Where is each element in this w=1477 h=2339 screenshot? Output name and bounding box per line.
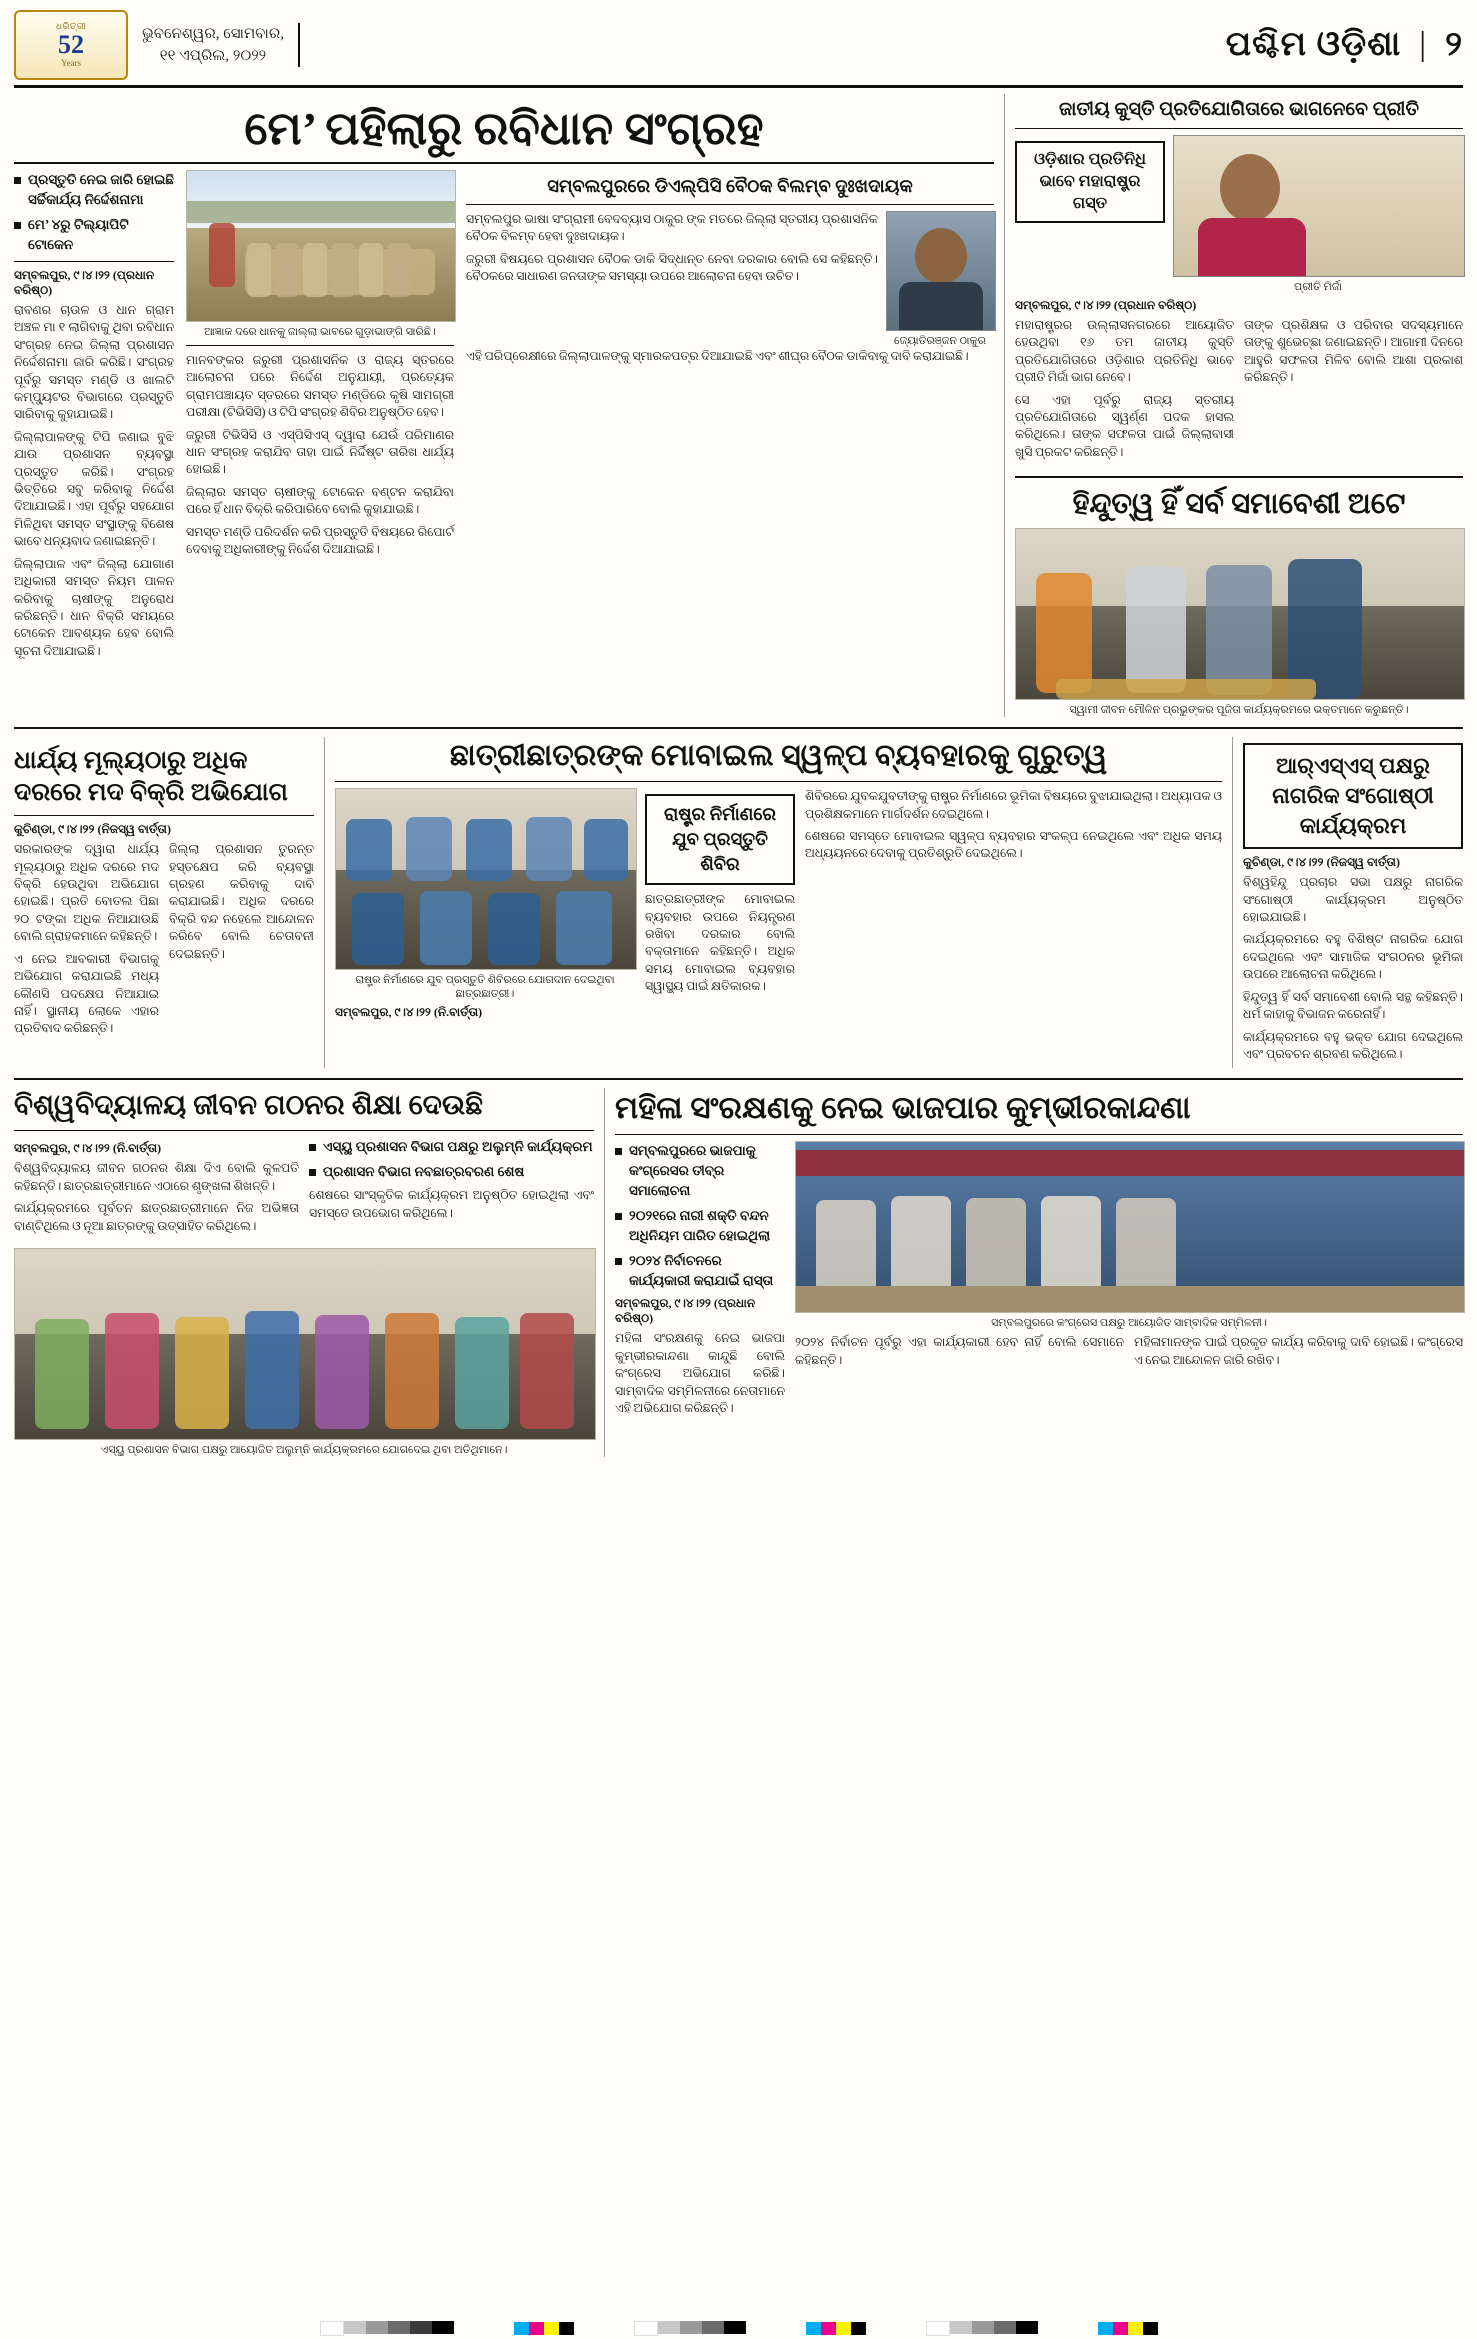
top-block	[14, 94, 1463, 717]
story7-byline: କୁଚିଣ୍ଡା, ୯।୪।୨୨ (ନିଜସ୍ୱ ବାର୍ତ୍ତା)	[1243, 855, 1400, 870]
story6-photo-caption: ରାଷ୍ଟ୍ର ନିର୍ମାଣରେ ଯୁବ ପ୍ରସ୍ତୁତି ଶିବିରରେ ଯୋଗଦାନ ଦେଇଥିବା ଛାତ୍ରଛାତ୍ରୀ।	[355, 974, 615, 1001]
paragraph: କାର୍ଯ୍ୟକ୍ରମରେ ପୂର୍ବତନ ଛାତ୍ରଛାତ୍ରୀମାନେ ନିଜ ଅଭିଜ୍ଞତା ବାଣ୍ଟିଥିଲେ ଓ ନୂଆ ଛାତ୍ରଙ୍କୁ ଉତ୍ସାହିତ କରିଥିଲେ।	[14, 1201, 299, 1233]
lead-body-a	[14, 302, 174, 660]
story6-photo-wrap	[335, 788, 635, 1024]
lead-col-1	[14, 170, 174, 665]
story6-byline: ସମ୍ବଲପୁର, ୯।୪।୨୨ (ନି.ବାର୍ତ୍ତା)	[335, 1005, 483, 1020]
paragraph: କାର୍ଯ୍ୟକ୍ରମରେ ବହୁ ବିଶିଷ୍ଟ ନାଗରିକ ଯୋଗ ଦେଇଥିଲେ ଏବଂ ସାମାଜିକ ସଂଗଠନର ଭୂମିକା ଉପରେ ଆଲୋଚନା କରିଥିଲେ।	[1243, 932, 1463, 982]
paragraph: ମାନବଙ୍କର ଜରୁରୀ ପ୍ରଶାସନିକ ଓ ରାଜ୍ୟ ସ୍ତରରେ ଆଲୋଚନା ପରେ ନିର୍ଦ୍ଦେଶ ଅନୁଯାୟୀ, ପ୍ରତ୍ୟେକ ଗ୍ରାମପଞ୍ଚାୟତ ସ୍ତରରେ ସମସ୍ତ ମଣ୍ଡିରେ କୃଷି ସାମଗ୍ରୀ ପରୀକ୍ଷା (ଟିଭିସିସି) ଓ ଟିପି ସଂଗ୍ରହ ଶିବିର ଅନୁଷ୍ଠିତ ହେବ।	[186, 353, 454, 420]
story8-body-1	[14, 1160, 299, 1235]
lead-body-b	[186, 352, 454, 558]
lead-bullet-list	[14, 170, 174, 255]
newspaper-logo	[14, 10, 128, 80]
story9-bullet-list	[615, 1141, 785, 1291]
story7-boxhead-line2: ନାଗରିକ ସଂଗୋଷ୍ଠୀ	[1272, 783, 1434, 809]
story9-body-3	[1134, 1334, 1463, 1374]
logo-top-text: ଧରିତ୍ରୀ	[55, 21, 87, 31]
story8-region	[14, 1088, 594, 1457]
paragraph: ବିଶ୍ୱବିଦ୍ୟାଳୟ ଜୀବନ ଗଠନର ଶିକ୍ଷା ଦିଏ ବୋଲି କୁଳପତି କହିଛନ୍ତି। ଛାତ୍ରଛାତ୍ରୀମାନେ ଏଠାରେ ଶୃଙ୍ଖଳା ଶିଖନ୍ତି।	[14, 1161, 299, 1193]
story7-boxhead-line3: କାର୍ଯ୍ୟକ୍ରମ	[1299, 813, 1407, 839]
paragraph: ସରକାରଙ୍କ ଦ୍ୱାରା ଧାର୍ଯ୍ୟ ମୂଲ୍ୟଠାରୁ ଅଧିକ ଦରରେ ମଦ ବିକ୍ରି ହେଉଥିବା ଅଭିଯୋଗ ହୋଇଛି। ପ୍ରତି ବୋତଲ ପିଛା ୨୦ ଟଙ୍କା ଅଧିକ ନିଆଯାଉଛି ବୋଲି ଗ୍ରାହକମାନେ କହିଛନ୍ତି।	[14, 842, 159, 944]
masthead-dateline	[142, 23, 300, 67]
paragraph: ମହିଳାମାନଙ୍କ ପାଇଁ ପ୍ରକୃତ କାର୍ଯ୍ୟ କରିବାକୁ ଦାବି ହୋଇଛି। କଂଗ୍ରେସ ଏ ନେଇ ଆନ୍ଦୋଳନ ଜାରି ରଖିବ।	[1134, 1335, 1463, 1367]
story7-body	[1243, 874, 1463, 1063]
paragraph: ମହିଳା ସଂରକ୍ଷଣକୁ ନେଇ ଭାଜପା କୁମ୍ଭୀରକାନ୍ଦଣା କାନ୍ଦୁଛି ବୋଲି କଂଗ୍ରେସ ଅଭିଯୋଗ କରିଛି। ସାମ୍ବାଦିକ ସମ୍ମିଳନୀରେ ନେତାମାନେ ଏହି ଅଭିଯୋଗ କରିଛନ୍ତି।	[615, 1331, 785, 1415]
paragraph: ଶିବିରରେ ଯୁବକଯୁବତୀଙ୍କୁ ରାଷ୍ଟ୍ର ନିର୍ମାଣରେ ଭୂମିକା ବିଷୟରେ ବୁଝାଯାଇଥିଲା। ଅଧ୍ୟାପକ ଓ ପ୍ରଶିକ୍ଷକମାନେ ମାର୍ଗଦର୍ଶନ ଦେଇଥିଲେ।	[805, 789, 1222, 821]
paragraph: ମହାରାଷ୍ଟ୍ରର ଉଲ୍ଲାସନଗରରେ ଆୟୋଜିତ ହେଉଥିବା ୧୬ ତମ ଜାତୀୟ କୁସ୍ତି ପ୍ରତିଯୋଗିତାରେ ଓଡ଼ିଶାର ପ୍ରତିନିଧି ଭାବେ ପ୍ରୀତି ମିର୍ଜା ଭାଗ ନେବେ।	[1015, 318, 1234, 385]
story9-bullets-wrap	[615, 1141, 785, 1422]
cmyk-swatches-center-right	[806, 2322, 866, 2335]
grey-ramp-right	[926, 2321, 1038, 2336]
story3-body-1	[1015, 317, 1234, 466]
story6-headline: ଛାତ୍ରୀଛାତ୍ରଙ୍କ ମୋବାଇଲ ସ୍ୱଳ୍ପ ବ୍ୟବହାରକୁ ଗୁରୁତ୍ୱ	[449, 739, 1108, 773]
story7-boxhead	[1243, 743, 1463, 849]
paragraph: ସମ୍ବଲପୁର ଭାଷା ସଂଗ୍ରାମୀ ବେଦବ୍ୟାସ ଠାକୁର ଙ୍କ ମତରେ ଜିଲ୍ଲା ସ୍ତରୀୟ ପ୍ରଶାସନିକ ବୈଠକ ବିଳମ୍ବ ହେବା ଦୁଃଖଦାୟକ।	[466, 212, 878, 244]
lead-byline: ସମ୍ବଲପୁର, ୯।୪।୨୨ (ପ୍ରଧାନ ବରିଷ୍ଠ)	[14, 268, 155, 297]
paragraph: କାର୍ଯ୍ୟକ୍ରମରେ ବହୁ ଭକ୍ତ ଯୋଗ ଦେଇଥିଲେ ଏବଂ ପ୍ରବଚନ ଶ୍ରବଣ କରିଥିଲେ।	[1243, 1029, 1463, 1061]
paragraph: ସମସ୍ତ ମଣ୍ଡି ପରିଦର୍ଶନ କରି ପ୍ରସ୍ତୁତି ବିଷୟରେ ରିପୋର୍ଟ ଦେବାକୁ ଅଧିକାରୀଙ୍କୁ ନିର୍ଦ୍ଦେଶ ଦିଆଯାଇଛି।	[186, 524, 454, 557]
story6-boxhead: ରାଷ୍ଟ୍ର ନିର୍ମାଣରେ ଯୁବ ପ୍ରସ୍ତୁତି ଶିବିର	[645, 794, 795, 885]
masthead-section	[1226, 26, 1463, 64]
story6-boxhead-wrap	[645, 788, 795, 1024]
paragraph: ସେ ଏହା ପୂର୍ବରୁ ରାଜ୍ୟ ସ୍ତରୀୟ ପ୍ରତିଯୋଗିତାରେ ସ୍ୱର୍ଣ୍ଣ ପଦକ ହାସଲ କରିଥିଲେ। ତାଙ୍କ ସଫଳତା ପାଇଁ ଜିଲ୍ଲାବାସୀ ଖୁସି ପ୍ରକଟ କରିଛନ୍ତି।	[1015, 392, 1234, 459]
paragraph: ବିଶ୍ୱହିନ୍ଦୁ ପ୍ରଚାର ସଭା ପକ୍ଷରୁ ନାଗରିକ ସଂଗୋଷ୍ଠୀ କାର୍ଯ୍ୟକ୍ରମ ଅନୁଷ୍ଠିତ ହୋଇଯାଇଛି।	[1243, 875, 1463, 925]
story5-headline: ଧାର୍ଯ୍ୟ ମୂଲ୍ୟଠାରୁ ଅଧିକ ଦରରେ ମଦ ବିକ୍ରି ଅଭିଯୋଗ	[14, 747, 288, 807]
story2-portrait-wrap	[886, 211, 994, 348]
masthead	[14, 10, 1463, 88]
story9-photo-caption: ସମ୍ବଲପୁରରେ କଂଗ୍ରେସ ପକ୍ଷରୁ ଆୟୋଜିତ ସାମ୍ବାଦିକ ସମ୍ମିଳନୀ।	[991, 1317, 1267, 1330]
paragraph: ତାଙ୍କ ପ୍ରଶିକ୍ଷକ ଓ ପରିବାର ସଦସ୍ୟମାନେ ତାଙ୍କୁ ଶୁଭେଚ୍ଛା ଜଣାଇଛନ୍ତି। ଆଗାମୀ ଦିନରେ ଆହୁରି ସଫଳତା ମିଳିବ ବୋଲି ଆଶା ପ୍ରକାଶ କରିଛନ୍ତି।	[1244, 318, 1463, 385]
masthead-date: ୧୧ ଏପ୍ରିଲ, ୨୦୨୨	[159, 47, 267, 64]
section-separator: |	[1419, 25, 1428, 63]
story9-photo-press	[795, 1141, 1465, 1313]
bottom-block	[14, 1088, 1463, 1457]
grey-ramp-left	[320, 2321, 454, 2336]
story4-headline: ହିନ୍ଦୁତ୍ୱ ହିଁ ସର୍ବ ସମାବେଶୀ ଅଟେ	[1072, 488, 1406, 521]
story2-portrait-caption: ଜ୍ୟୋତିରଞ୍ଜନ ଠାକୁର	[894, 335, 986, 347]
story8-photo-caption: ଏସ୍‌ୟୁ ପ୍ରଶାସନ ବିଭାଗ ପକ୍ଷରୁ ଆୟୋଜିତ ଅଲୁମ୍ନି କାର୍ଯ୍ୟକ୍ରମରେ ଯୋଗଦେଇ ଥିବା ଅତିଥିମାନେ।	[100, 1443, 508, 1456]
logo-years-label: Years	[60, 58, 82, 68]
paragraph: ଏ ନେଇ ଆବକାରୀ ବିଭାଗକୁ ଅଭିଯୋଗ କରାଯାଇଛି ମଧ୍ୟ କୌଣସି ପଦକ୍ଷେପ ନିଆଯାଇ ନାହିଁ। ସ୍ଥାନୀୟ ଲୋକେ ଏହାର ପ୍ରତିବାଦ କରିଛନ୍ତି।	[14, 951, 159, 1036]
list-item: ଏସ୍‌ୟୁ ପ୍ରଶାସନ ବିଭାଗ ପକ୍ଷରୁ ଅଲୁମ୍ନି କାର୍ଯ୍ୟକ୍ରମ	[309, 1137, 594, 1157]
paragraph: ଜିଲ୍ଲାପାଳ ଏବଂ ଜିଲ୍ଲା ଯୋଗାଣ ଅଧିକାରୀ ସମସ୍ତ ନିୟମ ପାଳନ କରିବାକୁ ଚାଷୀଙ୍କୁ ଅନୁରୋଧ କରିଛନ୍ତି। ଧାନ ବିକ୍ରି ସମୟରେ ଟୋକେନ ଆବଶ୍ୟକ ହେବ ବୋଲି ସୂଚନା ଦିଆଯାଇଛି।	[14, 556, 174, 658]
story5-body-1	[14, 841, 159, 1042]
story7-region	[1232, 737, 1463, 1068]
paragraph: ଜିଲ୍ଲାର ସମସ୍ତ ଚାଷୀଙ୍କୁ ଟୋକେନ ବଣ୍ଟନ କରାଯିବା ପରେ ହିଁ ଧାନ ବିକ୍ରି କରିପାରିବେ ବୋଲି କୁହାଯାଇଛି।	[186, 484, 454, 517]
list-item: ୨୦୨୪ ନିର୍ବାଚନରେ କାର୍ଯ୍ୟକାରୀ କରାଯାଇଁ ରାସ୍ତା	[615, 1251, 785, 1291]
list-item: ପ୍ରସ୍ତୁତି ନେଇ ଜାରି ହୋଇଛି ସର୍ଚ୍ଚିକାର୍ଯ୍ୟ ନିର୍ଦ୍ଦେଶନାମା	[14, 170, 174, 210]
paragraph: ହିନ୍ଦୁତ୍ୱ ହିଁ ସର୍ବ ସମାବେଶୀ ବୋଲି ସନ୍ଥ କହିଛନ୍ତି। ଧର୍ମ କାହାକୁ ବିଭାଜନ କରେନାହିଁ।	[1243, 989, 1463, 1022]
story9-body-2	[795, 1334, 1124, 1374]
story8-col1	[14, 1137, 299, 1240]
cmyk-swatches-far-right	[1098, 2322, 1158, 2335]
list-item: ମେ’ ୪ରୁ ଟିଲ୍ୟାପିଟି ଟୋକେନ	[14, 215, 174, 255]
story3-region	[1004, 94, 1463, 717]
list-item: ୨୦୨୧ରେ ନାରୀ ଶକ୍ତି ବନ୍ଦନ ଅଧିନିୟମ ପାରିତ ହୋଇଥିଲା	[615, 1206, 785, 1246]
story3-body-2	[1244, 317, 1463, 466]
story2-body	[466, 211, 878, 348]
story6-body-2	[805, 788, 1222, 1024]
paragraph: ଛାତ୍ରଛାତ୍ରୀଙ୍କ ମୋବାଇଲ ବ୍ୟବହାର ଉପରେ ନିୟନ୍ତ୍ରଣ ରଖିବା ଦରକାର ବୋଲି ବକ୍ତାମାନେ କହିଛନ୍ତି। ଅଧିକ ସମୟ ମୋବାଇଲ ବ୍ୟବହାର ସ୍ୱାସ୍ଥ୍ୟ ପାଇଁ କ୍ଷତିକାରକ।	[645, 892, 795, 994]
section-title: ପଶ୍ଚିମ ଓଡ଼ିଶା	[1225, 25, 1402, 63]
lead-columns	[14, 170, 994, 665]
story8-photo-group	[14, 1248, 596, 1440]
lead-col-3	[466, 170, 994, 665]
lead-headline: ମେ’ ପହିଲାରୁ ରବିଧାନ ସଂଗ୍ରହ	[244, 103, 764, 154]
paragraph: ଶେଷରେ ସମସ୍ତେ ମୋବାଇଲ ସ୍ୱଳ୍ପ ବ୍ୟବହାର ସଂକଳ୍ପ ନେଇଥିଲେ ଏବଂ ଅଧିକ ସମୟ ଅଧ୍ୟୟନରେ ଦେବାକୁ ପ୍ରତିଶ୍ରୁତି ଦେଇଥିଲେ।	[805, 829, 1222, 861]
story2-kicker: ସମ୍ବଲପୁରରେ ଡିଏଲ୍‌ପିସି ବୈଠକ ବିଲମ୍ବ ଦୁଃଖଦାୟକ	[547, 176, 913, 196]
lead-photo-paddy	[186, 170, 456, 322]
story8-headline: ବିଶ୍ୱବିଦ୍ୟାଳୟ ଜୀବନ ଗଠନର ଶିକ୍ଷା ଦେଉଛି	[14, 1090, 483, 1122]
paragraph: ଶେଷରେ ସାଂସ୍କୃତିକ କାର୍ଯ୍ୟକ୍ରମ ଅନୁଷ୍ଠିତ ହୋଇଥିଲା ଏବଂ ସମସ୍ତେ ଉପଭୋଗ କରିଥିଲେ।	[309, 1188, 594, 1220]
story5-byline: କୁଚିଣ୍ଡା, ୯।୪।୨୨ (ନିଜସ୍ୱ ବାର୍ତ୍ତା)	[14, 822, 171, 837]
paragraph: ଜିଲ୍ଲାପାଳଙ୍କୁ ଟିପି ଜଣାଇ ବୁଝି ଯାଉ ପ୍ରଶାସନ ବ୍ୟବସ୍ଥା ପ୍ରସ୍ତୁତ କରିଛି। ସଂଗ୍ରହ ଭିତ୍ତିରେ ସବୁ କରିବାକୁ ନିର୍ଦ୍ଦେଶ ଦିଆଯାଇଛି। ଏହା ପୂର୍ବରୁ ସହଯୋଗ ମିଳିଥିବା ସମସ୍ତ ସଂସ୍ଥାଙ୍କୁ ବିଶେଷ ଭାବେ ଧନ୍ୟବାଦ ଜଣାଇଛନ୍ତି।	[14, 429, 174, 549]
story4-photo-caption: ସ୍ୱାମୀ ଜୀବନ ମୌଳିନ ପ୍ରଭୁଙ୍କର ପୂଜିତା କାର୍ଯ୍ୟକ୍ରମରେ ଭକ୍ତମାନେ କରୁଛନ୍ତି।	[1069, 704, 1409, 717]
grey-ramp-center	[634, 2321, 746, 2336]
story3-boxhead: ଓଡ଼ିଶାର ପ୍ରତିନିଧି ଭାବେ ମହାରାଷ୍ଟ୍ର ଗସ୍ତ	[1015, 141, 1165, 223]
masthead-place: ଭୁବନେଶ୍ୱର, ସୋମବାର,	[142, 25, 284, 42]
story3-portrait	[1173, 135, 1465, 277]
page-number: ୨	[1445, 25, 1463, 63]
paragraph: ୨୦୨୪ ନିର୍ବାଚନ ପୂର୍ବରୁ ଏହା କାର୍ଯ୍ୟକାରୀ ହେବ ନାହିଁ ବୋଲି ସେମାନେ କହିଛନ୍ତି।	[795, 1335, 1124, 1367]
story9-headline: ମହିଳା ସଂରକ୍ଷଣକୁ ନେଇ ଭାଜପାର କୁମ୍ଭୀରକାନ୍ଦଣା	[615, 1090, 1191, 1126]
story3-portrait-wrap	[1173, 135, 1463, 294]
story5-body-2	[169, 841, 314, 1042]
story9-byline: ସମ୍ବଲପୁର, ୯।୪।୨୨ (ପ୍ରଧାନ ବରିଷ୍ଠ)	[615, 1296, 756, 1326]
story8-col2	[309, 1137, 594, 1240]
cmyk-swatches-center-left	[514, 2322, 574, 2335]
story9-region	[604, 1088, 1463, 1457]
paragraph: ଜିଲ୍ଲା ପ୍ରଶାସନ ତୁରନ୍ତ ହସ୍ତକ୍ଷେପ କରି ବ୍ୟବସ୍ଥା ଗ୍ରହଣ କରିବାକୁ ଦାବି କରାଯାଇଛି। ଅଧିକ ଦରରେ ବିକ୍ରି ବନ୍ଦ ନହେଲେ ଆନ୍ଦୋଳନ କରିବେ ବୋଲି ଚେତାବନୀ ଦେଇଛନ୍ତି।	[169, 842, 314, 961]
story3-left	[1015, 135, 1165, 294]
paragraph: ଜରୁରୀ ଟିଭିସିସି ଓ ଏସ୍‌ପିସିଏସ୍‌ ଦ୍ୱାରା ଯେଉଁ ପରିମାଣର ଧାନ ସଂଗ୍ରହ କରାଯିବ ତାହା ପାଇଁ ନିର୍ଦ୍ଦିଷ୍ଟ ତାରିଖ ଧାର୍ଯ୍ୟ ହୋଇଛି।	[186, 427, 454, 477]
paragraph: ରାବଣର ଚାଉଳ ଓ ଧାନ ଗ୍ରାମ ଅଞ୍ଚଳ ମା ୧ ଲାଗିବାକୁ ଥିବା ରବିଧାନ ସଂଗ୍ରହ ନେଇ ଜିଲ୍ଲା ପ୍ରଶାସନ ନିର୍ଦ୍ଦେଶନାମା ଜାରି କରିଛି। ସଂଗ୍ରହ ପୂର୍ବରୁ ସମସ୍ତ ମଣ୍ଡି ଓ ଖାଲଟି କମ୍ପ୍ୟୁଟର ବିଭାଗରେ ପ୍ରସ୍ତୁତି ସାରିବାକୁ କୁହାଯାଇଛି।	[14, 303, 174, 422]
story2-body-cont	[466, 348, 994, 365]
story9-photo-wrap	[795, 1141, 1463, 1422]
story5-region	[14, 737, 314, 1068]
story8-byline: ସମ୍ବଲପୁର, ୯।୪।୨୨ (ନି.ବାର୍ତ୍ତା)	[14, 1141, 162, 1156]
lead-photo-caption: ଆଜ୍ଞାକ ଦରେ ଧାନକୁ ଜାଲ୍ଲା ଭାବରେ ଗୁଡ଼ାଭାଙ୍ଗି ସାରିଛି।	[204, 326, 436, 338]
lead-col-2	[186, 170, 454, 665]
story6-body-1	[645, 891, 795, 995]
story4-photo	[1015, 528, 1465, 700]
story3-byline: ସମ୍ବଲପୁର, ୯।୪।୨୨ (ପ୍ରଧାନ ବରିଷ୍ଠ)	[1015, 298, 1197, 312]
story8-bullet-list	[309, 1137, 594, 1182]
story8-body-2	[309, 1187, 594, 1222]
story6-photo-students	[335, 788, 637, 970]
story3-kicker: ଜାତୀୟ କୁସ୍ତି ପ୍ରତିଯୋଗିତାରେ ଭାଗନେବେ ପ୍ରୀତି	[1058, 99, 1420, 120]
paragraph: ଏହି ପରିପ୍ରେକ୍ଷୀରେ ଜିଲ୍ଲାପାଳଙ୍କୁ ସ୍ମାରକପତ୍ର ଦିଆଯାଇଛି ଏବଂ ଶୀଘ୍ର ବୈଠକ ଡାକିବାକୁ ଦାବି କରାଯାଇଛି।	[466, 349, 969, 363]
lead-region	[14, 94, 994, 717]
logo-anniversary-number: 52	[58, 30, 84, 59]
list-item: ସମ୍ବଲପୁରରେ ଭାଜପାକୁ କଂଗ୍ରେସର ତୀବ୍ର ସମାଲୋଚନା	[615, 1141, 785, 1201]
story2-portrait	[886, 211, 996, 331]
story3-portrait-caption: ପ୍ରୀତି ମିର୍ଜା	[1294, 281, 1342, 293]
story6-region	[324, 737, 1222, 1068]
list-item: ପ୍ରଶାସନ ବିଭାଗ ନବଛାତ୍ରବରଣ ଶେଷ	[309, 1162, 594, 1182]
story9-body-1	[615, 1330, 785, 1417]
story7-boxhead-line1: ଆର୍‌ଏସ୍‌ଏସ୍‌ ପକ୍ଷରୁ	[1275, 753, 1430, 779]
print-registration-bar	[0, 2317, 1477, 2339]
paragraph: ଜରୁରୀ ବିଷୟରେ ପ୍ରଶାସନ ବୈଠକ ଡାକି ସିଦ୍ଧାନ୍ତ ନେବା ଦରକାର ବୋଲି ସେ କହିଛନ୍ତି। ବୈଠକରେ ସାଧାରଣ ଜନତାଙ୍କ ସମସ୍ୟା ଉପରେ ଆଲୋଚନା ହେବା ଉଚିତ।	[466, 251, 878, 284]
middle-block	[14, 737, 1463, 1068]
